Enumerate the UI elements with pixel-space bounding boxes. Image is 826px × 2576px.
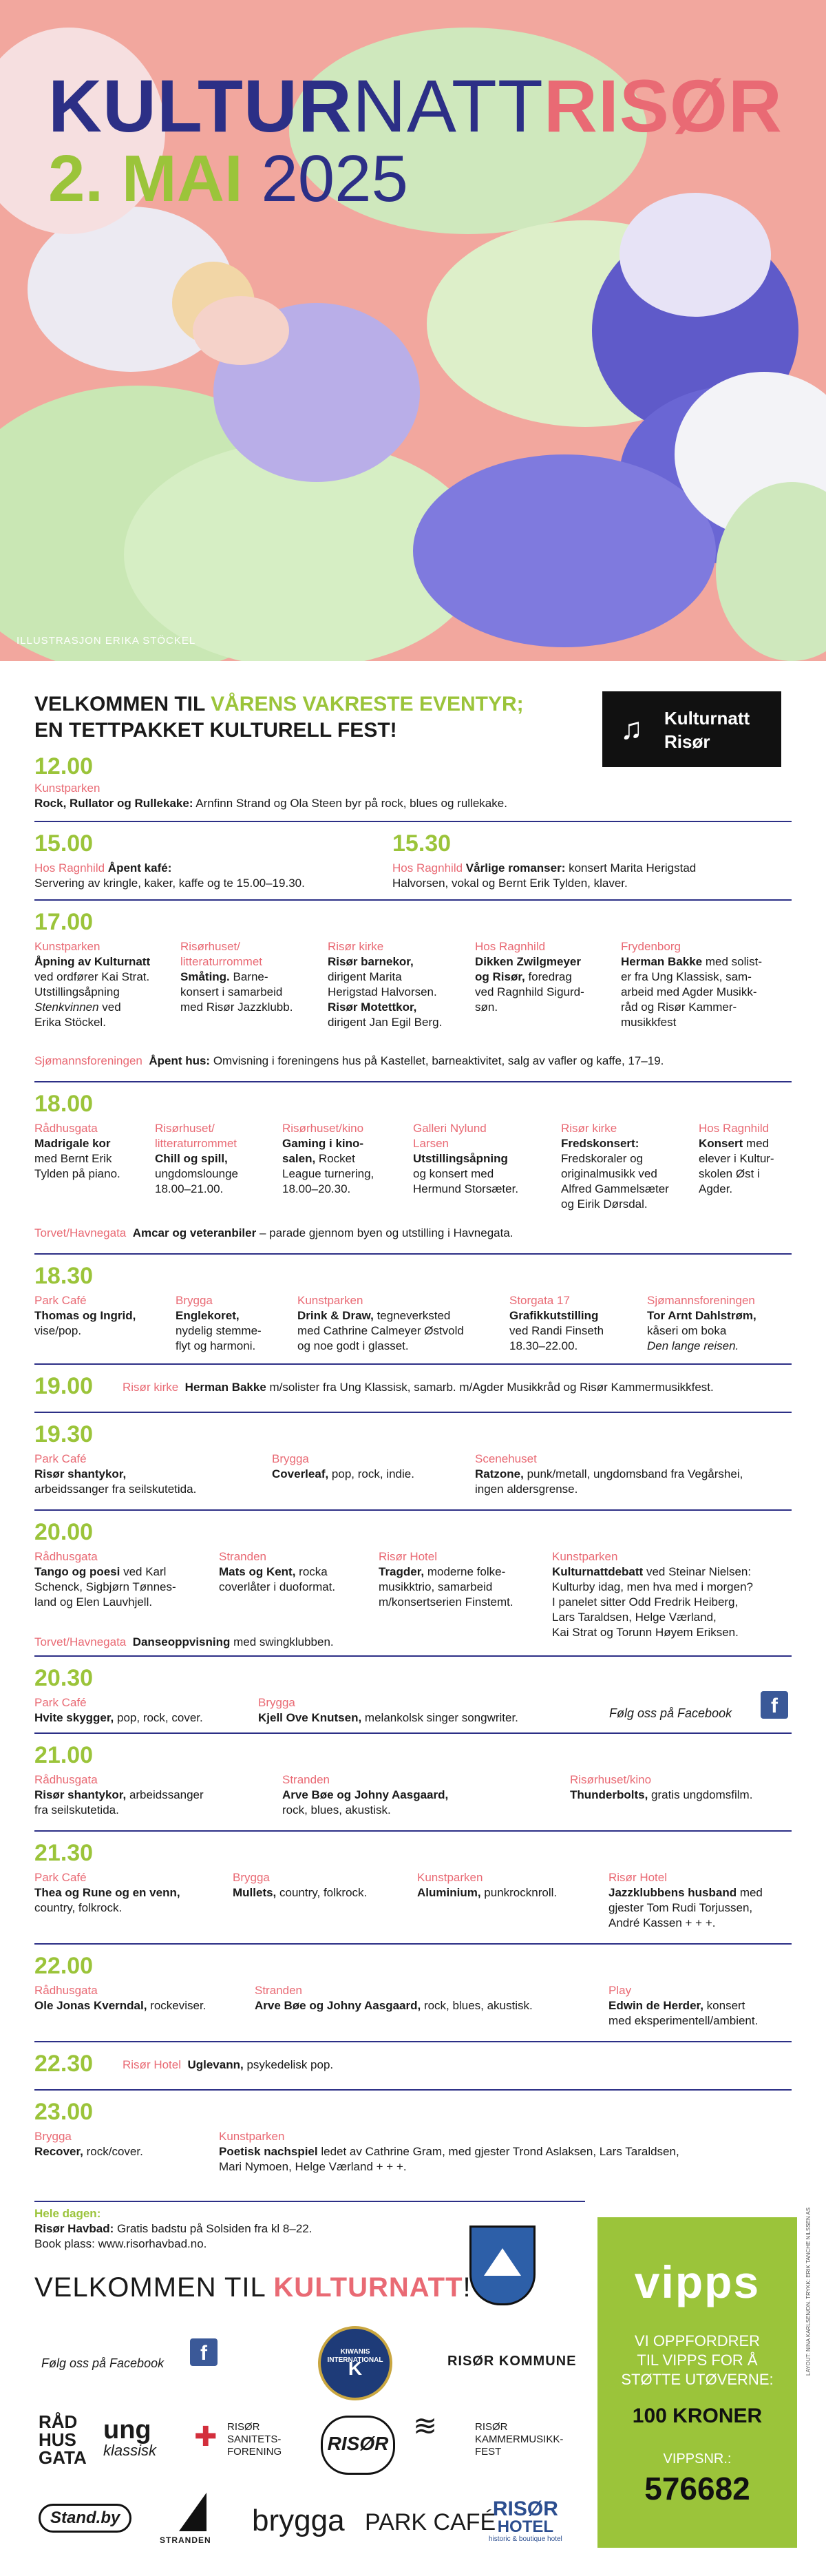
event-title: KULTURNATTRISØR <box>48 64 783 147</box>
event-2100-1: Rådhusgata Risør shantykor, arbeidssanger fra seilskutetida. <box>34 1773 204 1816</box>
sponsor-stranden: STRANDEN <box>160 2535 211 2545</box>
event-2030-2: Brygga Kjell Ove Knutsen, melankolsk singer songwriter. <box>258 1696 518 1724</box>
time-2200: 22.00 <box>34 1953 94 1979</box>
kommune-crest <box>469 2226 536 2305</box>
event-1930-2: Brygga Coverleaf, pop, rock, indie. <box>272 1452 414 1480</box>
music-notes-icon: ♫ <box>620 712 643 746</box>
event-1900: Risør kirke Herman Bakke m/solister fra Ung Klassisk, samarb. m/Agder Musikkråd og Risør Kammermusikkfest. <box>123 1381 714 1394</box>
program <box>0 661 826 2576</box>
event-1800-6: Hos Ragnhild Konsert med elever i Kultur- skolen Øst i Agder. <box>699 1122 774 1195</box>
allday-event: Hele dagen: Risør Havbad: Gratis badstu på Solsiden fra kl 8–22. Book plass: www.risorhavbad.no. <box>34 2207 313 2250</box>
vipps-label: VIPPSNR.: <box>663 2451 732 2467</box>
kommune-label: RISØR KOMMUNE <box>447 2354 577 2369</box>
facebook-follow[interactable]: Følg oss på Facebook <box>609 1706 732 1720</box>
divider <box>34 1830 792 1832</box>
event-2100-2: Stranden Arve Bøe og Johny Aasgaard, rock, blues, akustisk. <box>282 1773 449 1816</box>
event-2300-2: Kunstparken Poetisk nachspiel ledet av Cathrine Gram, med gjester Trond Aslaksen, Lars Taraldsen, Mari Nymoen, Helge Værland + + +. <box>219 2130 679 2173</box>
vipps-logo: vipps <box>634 2256 761 2307</box>
sponsor-radhusgata: RÅD HUS GATA <box>39 2411 87 2468</box>
layout-credit: LAYOUT: NINA KARLSEN/DN. TRYKK: ERIK TANCHE NILSSEN AS <box>805 2207 812 2376</box>
divider <box>34 1655 792 1657</box>
intro-heading: VELKOMMEN TIL VÅRENS VAKRESTE EVENTYR; EN TETTPAKKET KULTURELL FEST! <box>34 693 524 742</box>
facebook-icon[interactable]: f <box>761 1691 788 1719</box>
event-2130-1: Park Café Thea og Rune og en venn, country, folkrock. <box>34 1871 180 1914</box>
event-2130-3: Kunstparken Aluminium, punkrocknroll. <box>417 1871 558 1899</box>
event-2000-2: Stranden Mats og Kent, rocka coverlåter i duoformat. <box>219 1550 336 1593</box>
vipps-number: 576682 <box>644 2471 750 2506</box>
time-1700: 17.00 <box>34 909 94 935</box>
sponsor-sanitet: RISØR SANITETS- FORENING <box>227 2421 282 2458</box>
event-1800-4: Galleri Nylund Larsen Utstillingsåpning og konsert med Hermund Storsæter. <box>413 1122 519 1195</box>
event-2000-1: Rådhusgata Tango og poesi ved Karl Schenck, Sigbjørn Tønnes- land og Elen Lauvhjell. <box>34 1550 176 1609</box>
divider <box>34 1363 792 1365</box>
event-1830-1: Park Café Thomas og Ingrid, vise/pop. <box>34 1294 136 1337</box>
event-2100-3: Risørhuset/kino Thunderbolts, gratis ungdomsfilm. <box>570 1773 753 1801</box>
time-1200: 12.00 <box>34 753 94 779</box>
kiwanis-logo: KIWANIS INTERNATIONAL K <box>318 2326 392 2400</box>
event-1800-5: Risør kirke Fredskonsert: Fredskoraler og originalmusikk ved Alfred Gammelsæter og Eirik Dørsdal. <box>561 1122 669 1211</box>
event-1530: Hos Ragnhild Vårlige romanser: konsert Marita Herigstad Halvorsen, vokal og Bernt Erik Tylden, klaver. <box>392 861 697 890</box>
sponsor-ung-klassisk: ung klassisk <box>103 2416 157 2459</box>
event-1700-3: Risør kirke Risør barnekor, dirigent Marita Herigstad Halvorsen. Risør Motettkor, dirigent Jan Egil Berg. <box>328 940 443 1029</box>
vipps-box <box>597 2217 797 2548</box>
event-1800-2: Risørhuset/ litteraturrommet Chill og spill, ungdomslounge 18.00–21.00. <box>155 1122 238 1195</box>
event-2230: Risør Hotel Uglevann, psykedelisk pop. <box>123 2058 334 2071</box>
event-2200-1: Rådhusgata Ole Jonas Kverndal, rockeviser. <box>34 1984 206 2012</box>
divider <box>34 2201 585 2202</box>
time-2300: 23.00 <box>34 2099 94 2125</box>
event-1930-3: Scenehuset Ratzone, punk/metall, ungdomsband fra Vegårshei, ingen aldersgrense. <box>475 1452 743 1496</box>
event-2000-4: Kunstparken Kulturnattdebatt ved Steinar Nielsen: Kulturby idag, men hva med i morgen? I panelet sitter Odd Fredrik Heiberg, Lars Taraldsen, Helge Værland, Kai Strat og Torunn Høyem Eriksen. <box>552 1550 753 1639</box>
event-1500: Hos Ragnhild Åpent kafé: Servering av kringle, kaker, kaffe og te 15.00–19.30. <box>34 861 305 890</box>
time-2100: 21.00 <box>34 1742 94 1768</box>
event-1830-4: Storgata 17 Grafikkutstilling ved Randi Finseth 18.30–22.00. <box>509 1294 604 1352</box>
cross-icon: ✚ <box>194 2422 218 2452</box>
event-1930-1: Park Café Risør shantykor, arbeidssanger fra seilskutetida. <box>34 1452 197 1496</box>
time-1800: 18.00 <box>34 1091 94 1117</box>
vipps-message: VI OPPFORDRER TIL VIPPS FOR Å STØTTE UTØVERNE: <box>621 2332 774 2388</box>
sponsor-risor-hotel: RISØR HOTEL historic & boutique hotel <box>489 2498 562 2543</box>
time-2230: 22.30 <box>34 2051 94 2077</box>
event-1830-2: Brygga Englekoret, nydelig stemme- flyt og harmoni. <box>176 1294 262 1352</box>
event-1700-5: Frydenborg Herman Bakke med solist- er fra Ung Klassisk, sam- arbeid med Agder Musikk- råd og Risør Kammer- musikkfest <box>621 940 763 1029</box>
divider <box>34 2041 792 2042</box>
divider <box>34 1732 792 1734</box>
event-1800-extra: Torvet/Havnegata Amcar og veteranbiler – parade gjennom byen og utstilling i Havnegata. <box>34 1226 513 1239</box>
time-1500: 15.00 <box>34 830 94 857</box>
event-2030-1: Park Café Hvite skygger, pop, rock, cover. <box>34 1696 203 1724</box>
event-1700-extra: Sjømannsforeningen Åpent hus: Omvisning i foreningens hus på Kastellet, barneaktivitet, salg av vafler og kaffe, 17–19. <box>34 1054 664 1067</box>
event-1700-1: Kunstparken Åpning av Kulturnatt ved ordfører Kai Strat. Utstillingsåpning Stenkvinnen ved Erika Stöckel. <box>34 940 151 1029</box>
sponsor-kammermusikk: RISØR KAMMERMUSIKK- FEST <box>475 2421 564 2458</box>
kulturnatt-logo: ♫ Kulturnatt Risør <box>602 691 781 767</box>
time-1900: 19.00 <box>34 1373 94 1399</box>
divider <box>34 1509 792 1511</box>
event-2200-3: Play Edwin de Herder, konsert med eksperimentell/ambient. <box>608 1984 759 2027</box>
event-2000-extra: Torvet/Havnegata Danseoppvisning med swingklubben. <box>34 1635 334 1648</box>
illustration-credit: ILLUSTRASJON ERIKA STÖCKEL <box>17 635 196 647</box>
footer-facebook[interactable]: Følg oss på Facebook <box>41 2356 165 2370</box>
time-2130: 21.30 <box>34 1840 94 1866</box>
divider <box>34 1081 792 1082</box>
event-1800-3: Risørhuset/kino Gaming i kino- salen, Rocket League turnering, 18.00–20.30. <box>282 1122 374 1195</box>
hero-illustration <box>0 0 826 661</box>
sponsor-havbad: RISØR <box>321 2416 395 2475</box>
sponsor-brygga: brygga <box>252 2504 345 2537</box>
time-2000: 20.00 <box>34 1519 94 1545</box>
divider <box>34 2089 792 2091</box>
sailboat-icon <box>162 2493 224 2534</box>
sponsor-standby: Stand.by <box>39 2504 131 2533</box>
event-2130-2: Brygga Mullets, country, folkrock. <box>233 1871 368 1899</box>
event-1800-1: Rådhusgata Madrigale kor med Bernt Erik Tylden på piano. <box>34 1122 120 1180</box>
event-date: 2. MAI 2025 <box>48 142 408 216</box>
divider <box>34 899 792 901</box>
footer-welcome: VELKOMMEN TIL KULTURNATT! <box>34 2272 472 2303</box>
event-2300-1: Brygga Recover, rock/cover. <box>34 2130 143 2158</box>
event-1700-4: Hos Ragnhild Dikken Zwilgmeyer og Risør, foredrag ved Ragnhild Sigurd- søn. <box>475 940 584 1014</box>
event-1700-2: Risørhuset/ litteraturrommet Småting. Barne- konsert i samarbeid med Risør Jazzklubb. <box>180 940 293 1014</box>
event-2200-2: Stranden Arve Bøe og Johny Aasgaard, rock, blues, akustisk. <box>255 1984 533 2012</box>
vipps-amount: 100 KRONER <box>632 2405 763 2427</box>
divider <box>34 1943 792 1945</box>
divider <box>34 821 792 822</box>
divider <box>34 1253 792 1255</box>
divider <box>34 1412 792 1413</box>
time-1830: 18.30 <box>34 1263 94 1289</box>
time-1530: 15.30 <box>392 830 452 857</box>
event-1830-5: Sjømannsforeningen Tor Arnt Dahlstrøm, kåseri om boka Den lange reisen. <box>647 1294 756 1352</box>
event-2130-4: Risør Hotel Jazzklubbens husband med gjester Tom Rudi Torjussen, André Kassen + + +. <box>608 1871 763 1929</box>
event-1200: Kunstparken Rock, Rullator og Rullekake: Arnfinn Strand og Ola Steen byr på rock, blues og rullekake. <box>34 782 507 810</box>
sponsor-parkcafe: PARK CAFÉ <box>365 2509 496 2535</box>
event-2000-3: Risør Hotel Tragder, moderne folke- musikktrio, samarbeid m/konsertserien Finstemt. <box>379 1550 513 1609</box>
time-2030: 20.30 <box>34 1665 94 1691</box>
waves-icon: ≋ <box>413 2409 438 2442</box>
footer-facebook-icon[interactable]: f <box>190 2338 218 2366</box>
time-1930: 19.30 <box>34 1421 94 1447</box>
event-1830-3: Kunstparken Drink & Draw, tegneverksted med Cathrine Calmeyer Østvold og noe godt i glasset. <box>297 1294 464 1352</box>
